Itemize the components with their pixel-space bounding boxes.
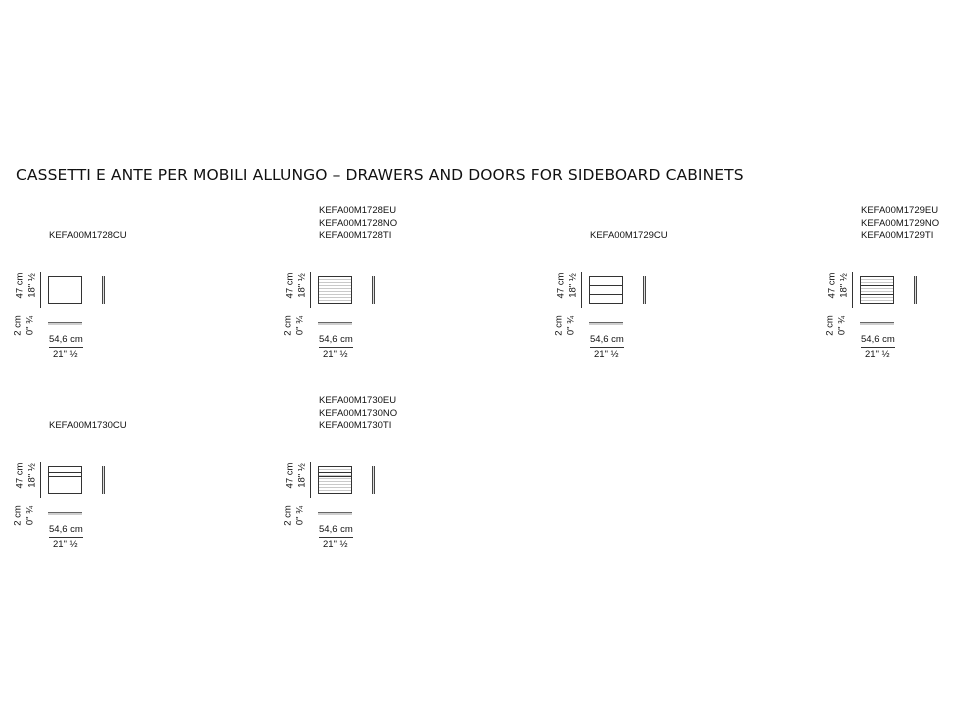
code-list xyxy=(16,408,216,448)
height-in-label: 18" ½ xyxy=(296,273,308,298)
product-code: KEFA00M1728CU xyxy=(49,230,127,241)
drawer-divider xyxy=(590,285,622,286)
width-in-label: 21" ½ xyxy=(323,349,348,360)
height-in-label: 18" ½ xyxy=(26,273,38,298)
width-dimension-line xyxy=(590,347,624,348)
item-1729cu xyxy=(553,230,717,392)
plinth xyxy=(589,322,623,325)
side-profile xyxy=(914,276,917,304)
code-list xyxy=(828,205,960,258)
product-code: KEFA00M1729TI xyxy=(861,230,934,241)
base-in-label: 0" ¾ xyxy=(565,315,577,336)
width-in-label: 21" ½ xyxy=(53,349,78,360)
height-cm-label: 47 cm xyxy=(555,272,567,299)
height-dimension-line xyxy=(852,272,853,308)
width-cm-label: 54,6 cm xyxy=(49,524,83,535)
base-cm-label: 2 cm xyxy=(282,505,294,526)
height-dimension-line xyxy=(581,272,582,308)
item-1730cu xyxy=(12,420,176,582)
base-cm-label: 2 cm xyxy=(12,315,24,336)
base-cm-label: 2 cm xyxy=(282,315,294,336)
height-in-label: 18" ½ xyxy=(567,273,579,298)
side-profile xyxy=(372,276,375,304)
width-in-label: 21" ½ xyxy=(323,539,348,550)
base-cm-label: 2 cm xyxy=(824,315,836,336)
height-in-label: 18" ½ xyxy=(296,463,308,488)
drawer-divider xyxy=(319,472,351,473)
drawer-front xyxy=(318,276,352,304)
plinth xyxy=(48,322,82,325)
page-title: CASSETTI E ANTE PER MOBILI ALLUNGO – DRAWERS AND DOORS FOR SIDEBOARD CABINETS xyxy=(16,166,744,184)
drawer-divider xyxy=(861,294,893,295)
product-code: KEFA00M1730CU xyxy=(49,420,127,431)
height-cm-label: 47 cm xyxy=(284,272,296,299)
width-dimension-line xyxy=(861,347,895,348)
base-cm-label: 2 cm xyxy=(553,315,565,336)
base-in-label: 0" ¾ xyxy=(24,505,36,526)
drawer-divider xyxy=(861,285,893,286)
drawer-front xyxy=(318,466,352,494)
width-dimension-line xyxy=(49,537,83,538)
code-list xyxy=(557,218,757,258)
base-in-label: 0" ¾ xyxy=(294,315,306,336)
width-cm-label: 54,6 cm xyxy=(861,334,895,345)
plinth xyxy=(48,512,82,515)
width-cm-label: 54,6 cm xyxy=(319,524,353,535)
drawer-front xyxy=(589,276,623,304)
plinth xyxy=(860,322,894,325)
height-cm-label: 47 cm xyxy=(14,462,26,489)
code-lines xyxy=(861,205,939,243)
base-in-label: 0" ¾ xyxy=(836,315,848,336)
side-profile xyxy=(102,276,105,304)
height-in-label: 18" ½ xyxy=(26,463,38,488)
code-lines xyxy=(590,230,668,243)
drawer-front xyxy=(860,276,894,304)
code-list xyxy=(16,218,216,258)
height-cm-label: 47 cm xyxy=(826,272,838,299)
drawer-divider xyxy=(49,472,81,473)
width-cm-label: 54,6 cm xyxy=(319,334,353,345)
product-code: KEFA00M1728NO xyxy=(319,217,398,229)
width-cm-label: 54,6 cm xyxy=(49,334,83,345)
plinth xyxy=(318,512,352,515)
height-dimension-line xyxy=(310,272,311,308)
plinth xyxy=(318,322,352,325)
side-profile xyxy=(102,466,105,494)
height-dimension-line xyxy=(310,462,311,498)
product-code: KEFA00M1729NO xyxy=(861,217,940,229)
width-in-label: 21" ½ xyxy=(53,539,78,550)
drawer-divider xyxy=(319,476,351,477)
height-dimension-line xyxy=(40,272,41,308)
item-1729-finishes xyxy=(824,205,960,392)
code-list xyxy=(286,395,486,448)
width-in-label: 21" ½ xyxy=(865,349,890,360)
product-code: KEFA00M1730EU xyxy=(319,395,397,406)
height-cm-label: 47 cm xyxy=(14,272,26,299)
base-in-label: 0" ¾ xyxy=(294,505,306,526)
product-code: KEFA00M1729CU xyxy=(590,230,668,241)
side-profile xyxy=(372,466,375,494)
code-lines xyxy=(319,395,397,433)
height-in-label: 18" ½ xyxy=(838,273,850,298)
side-profile xyxy=(643,276,646,304)
code-lines xyxy=(319,205,397,243)
width-dimension-line xyxy=(319,347,353,348)
width-cm-label: 54,6 cm xyxy=(590,334,624,345)
base-in-label: 0" ¾ xyxy=(24,315,36,336)
drawer-front xyxy=(48,466,82,494)
height-dimension-line xyxy=(40,462,41,498)
code-lines xyxy=(49,420,127,433)
item-1730-finishes xyxy=(282,395,446,582)
drawer-front xyxy=(48,276,82,304)
product-code: KEFA00M1730TI xyxy=(319,420,392,431)
product-code: KEFA00M1728EU xyxy=(319,205,397,216)
code-lines xyxy=(49,230,127,243)
width-dimension-line xyxy=(319,537,353,538)
code-list xyxy=(286,205,486,258)
drawer-divider xyxy=(49,476,81,477)
item-1728cu xyxy=(12,230,176,392)
product-code: KEFA00M1730NO xyxy=(319,407,398,419)
height-cm-label: 47 cm xyxy=(284,462,296,489)
width-in-label: 21" ½ xyxy=(594,349,619,360)
drawer-divider xyxy=(590,294,622,295)
product-code: KEFA00M1729EU xyxy=(861,205,939,216)
base-cm-label: 2 cm xyxy=(12,505,24,526)
item-1728-finishes xyxy=(282,205,446,392)
product-code: KEFA00M1728TI xyxy=(319,230,392,241)
width-dimension-line xyxy=(49,347,83,348)
